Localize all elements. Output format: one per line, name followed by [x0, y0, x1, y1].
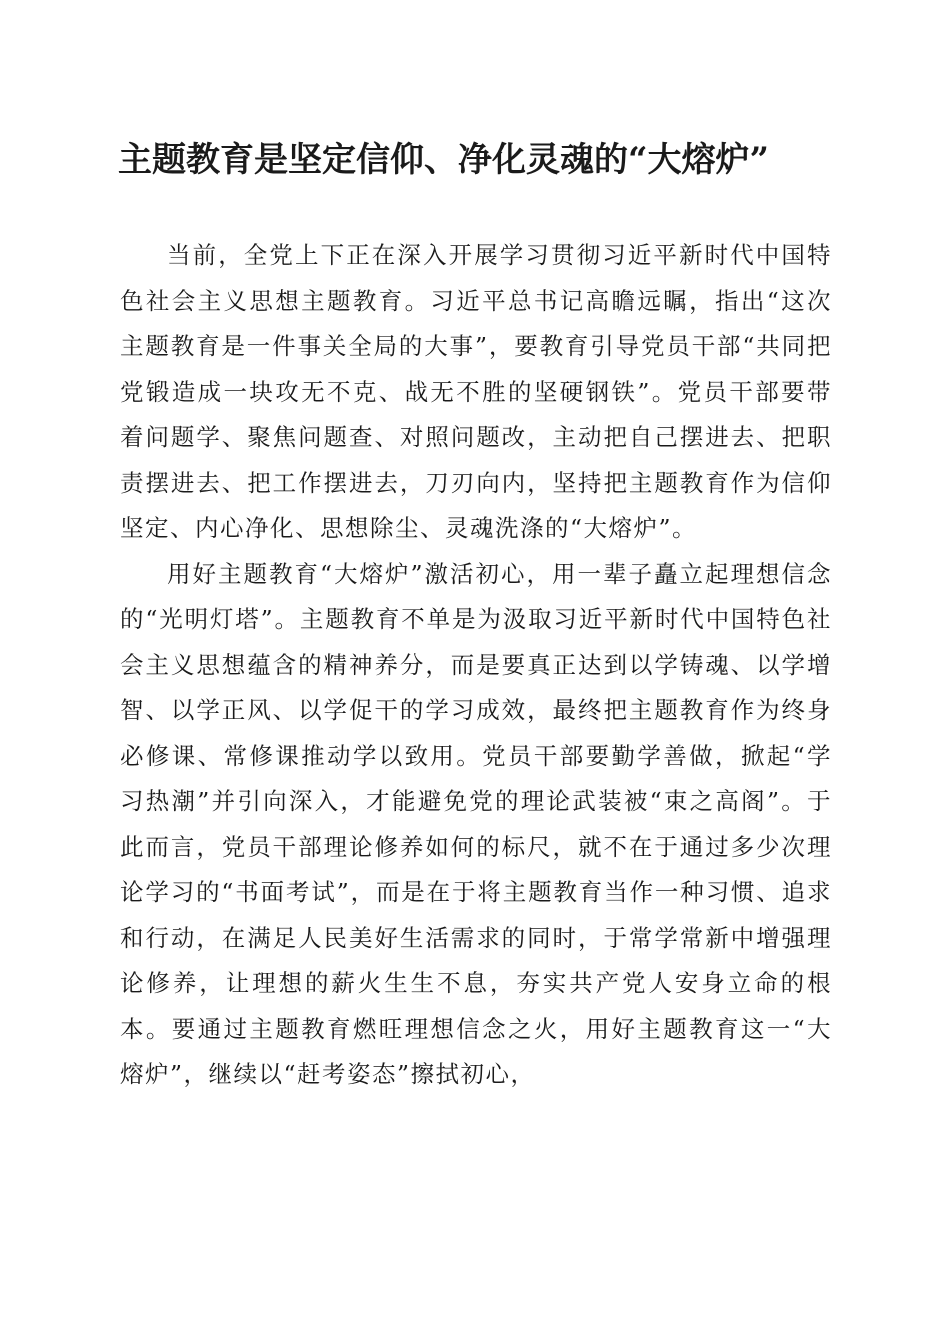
- paragraph-1: 当前，全党上下正在深入开展学习贯彻习近平新时代中国特色社会主义思想主题教育。习近平总书记高瞻远瞩，指出“这次主题教育是一件事关全局的大事”，要教育引导党员干部“共同把党锻造成一块攻无不克、战无不胜的坚硬钢铁”。党员干部要带着问题学、聚焦问题查、对照问题改，主动把自己摆进去、把职责摆进去、把工作摆进去，刀刃向内，坚持把主题教育作为信仰坚定、内心净化、思想除尘、灵魂洗涤的“大熔炉”。: [120, 241, 832, 542]
- document-body: [120, 233, 832, 1098]
- document-title: 主题教育是坚定信仰、净化灵魂的“大熔炉”: [118, 140, 770, 180]
- paragraph-2: 用好主题教育“大熔炉”激活初心，用一辈子矗立起理想信念的“光明灯塔”。主题教育不单是为汲取习近平新时代中国特色社会主义思想蕴含的精神养分，而是要真正达到以学铸魂、以学增智、以学正风、以学促干的学习成效，最终把主题教育作为终身必修课、常修课推动学以致用。党员干部要勤学善做，掀起“学习热潮”并引向深入，才能避免党的理论武装被“束之高阁”。于此而言，党员干部理论修养如何的标尺，就不在于通过多少次理论学习的“书面考试”，而是在于将主题教育当作一种习惯、追求和行动，在满足人民美好生活需求的同时，于常学常新中增强理论修养，让理想的薪火生生不息，夯实共产党人安身立命的根本。要通过主题教育燃旺理想信念之火，用好主题教育这一“大熔炉”，继续以“赶考姿态”擦拭初心，: [120, 559, 832, 1088]
